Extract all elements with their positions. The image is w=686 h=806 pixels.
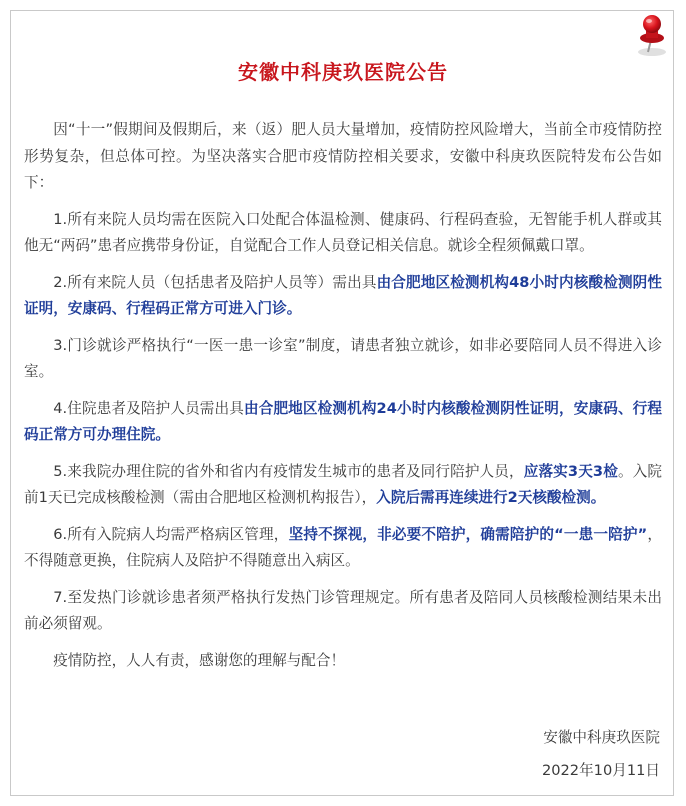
notice-intro: 因“十一”假期间及假期后，来（返）肥人员大量增加，疫情防控风险增大，当前全市疫情防控形势复杂，但总体可控。为坚决落实合肥市疫情防控相关要求，安徽中科庚玖医院特发布公告如下： xyxy=(24,121,662,191)
item-2-highlight: 由合肥地区检测机构48小时内核酸检测阴性证明，安康码、行程码正常方可进入门诊。 xyxy=(24,273,662,317)
notice-item-4 xyxy=(24,396,662,449)
item-5-text-b: 。入院前1天已完成核酸检测（需由合肥地区检测机构报告）， xyxy=(24,462,662,506)
pushpin-icon xyxy=(636,14,676,58)
item-5-text-a: 5.来我院办理住院的省外和省内有疫情发生城市的患者及同行陪护人员， xyxy=(53,462,524,480)
notice-item-6 xyxy=(24,522,662,575)
item-5-highlight-b: 入院后需再连续进行2天核酸检测。 xyxy=(376,489,606,506)
notice-closing: 疫情防控，人人有责，感谢您的理解与配合！ xyxy=(53,651,346,669)
item-5-highlight-a: 应落实3天3检 xyxy=(523,462,618,480)
notice-body xyxy=(24,117,662,674)
item-4-text: 4.住院患者及陪护人员需出具 xyxy=(53,399,244,417)
notice-item-5 xyxy=(24,459,662,512)
item-2-text: 2.所有来院人员（包括患者及陪护人员等）需出具 xyxy=(53,273,377,291)
notice-item-3: 3.门诊就诊严格执行“一医一患一诊室”制度，请患者独立就诊，如非必要陪同人员不得进入诊室。 xyxy=(24,336,662,380)
signature-date: 2022年10月11日 xyxy=(541,762,660,779)
notice-item-7: 7.至发热门诊就诊患者须严格执行发热门诊管理规定。所有患者及陪同人员核酸检测结果未出前必须留观。 xyxy=(24,588,662,632)
notice-title: 安徽中科庚玖医院公告 xyxy=(238,60,448,84)
item-6-highlight: 坚持不探视，非必要不陪护，确需陪护的“一患一陪护” xyxy=(288,525,648,543)
item-6-text-b: ，不得随意更换，住院病人及陪护不得随意出入病区。 xyxy=(24,525,662,569)
item-6-text-a: 6.所有入院病人均需严格病区管理， xyxy=(53,525,289,543)
notice-item-2 xyxy=(24,270,662,323)
signature-org: 安徽中科庚玖医院 xyxy=(543,729,660,746)
notice-item-1: 1.所有来院人员均需在医院入口处配合体温检测、健康码、行程码查验，无智能手机人群或其他无“两码”患者应携带身份证，自觉配合工作人员登记相关信息。就诊全程须佩戴口罩。 xyxy=(24,210,662,254)
item-4-highlight: 由合肥地区检测机构24小时内核酸检测阴性证明，安康码、行程码正常方可办理住院。 xyxy=(24,399,662,443)
